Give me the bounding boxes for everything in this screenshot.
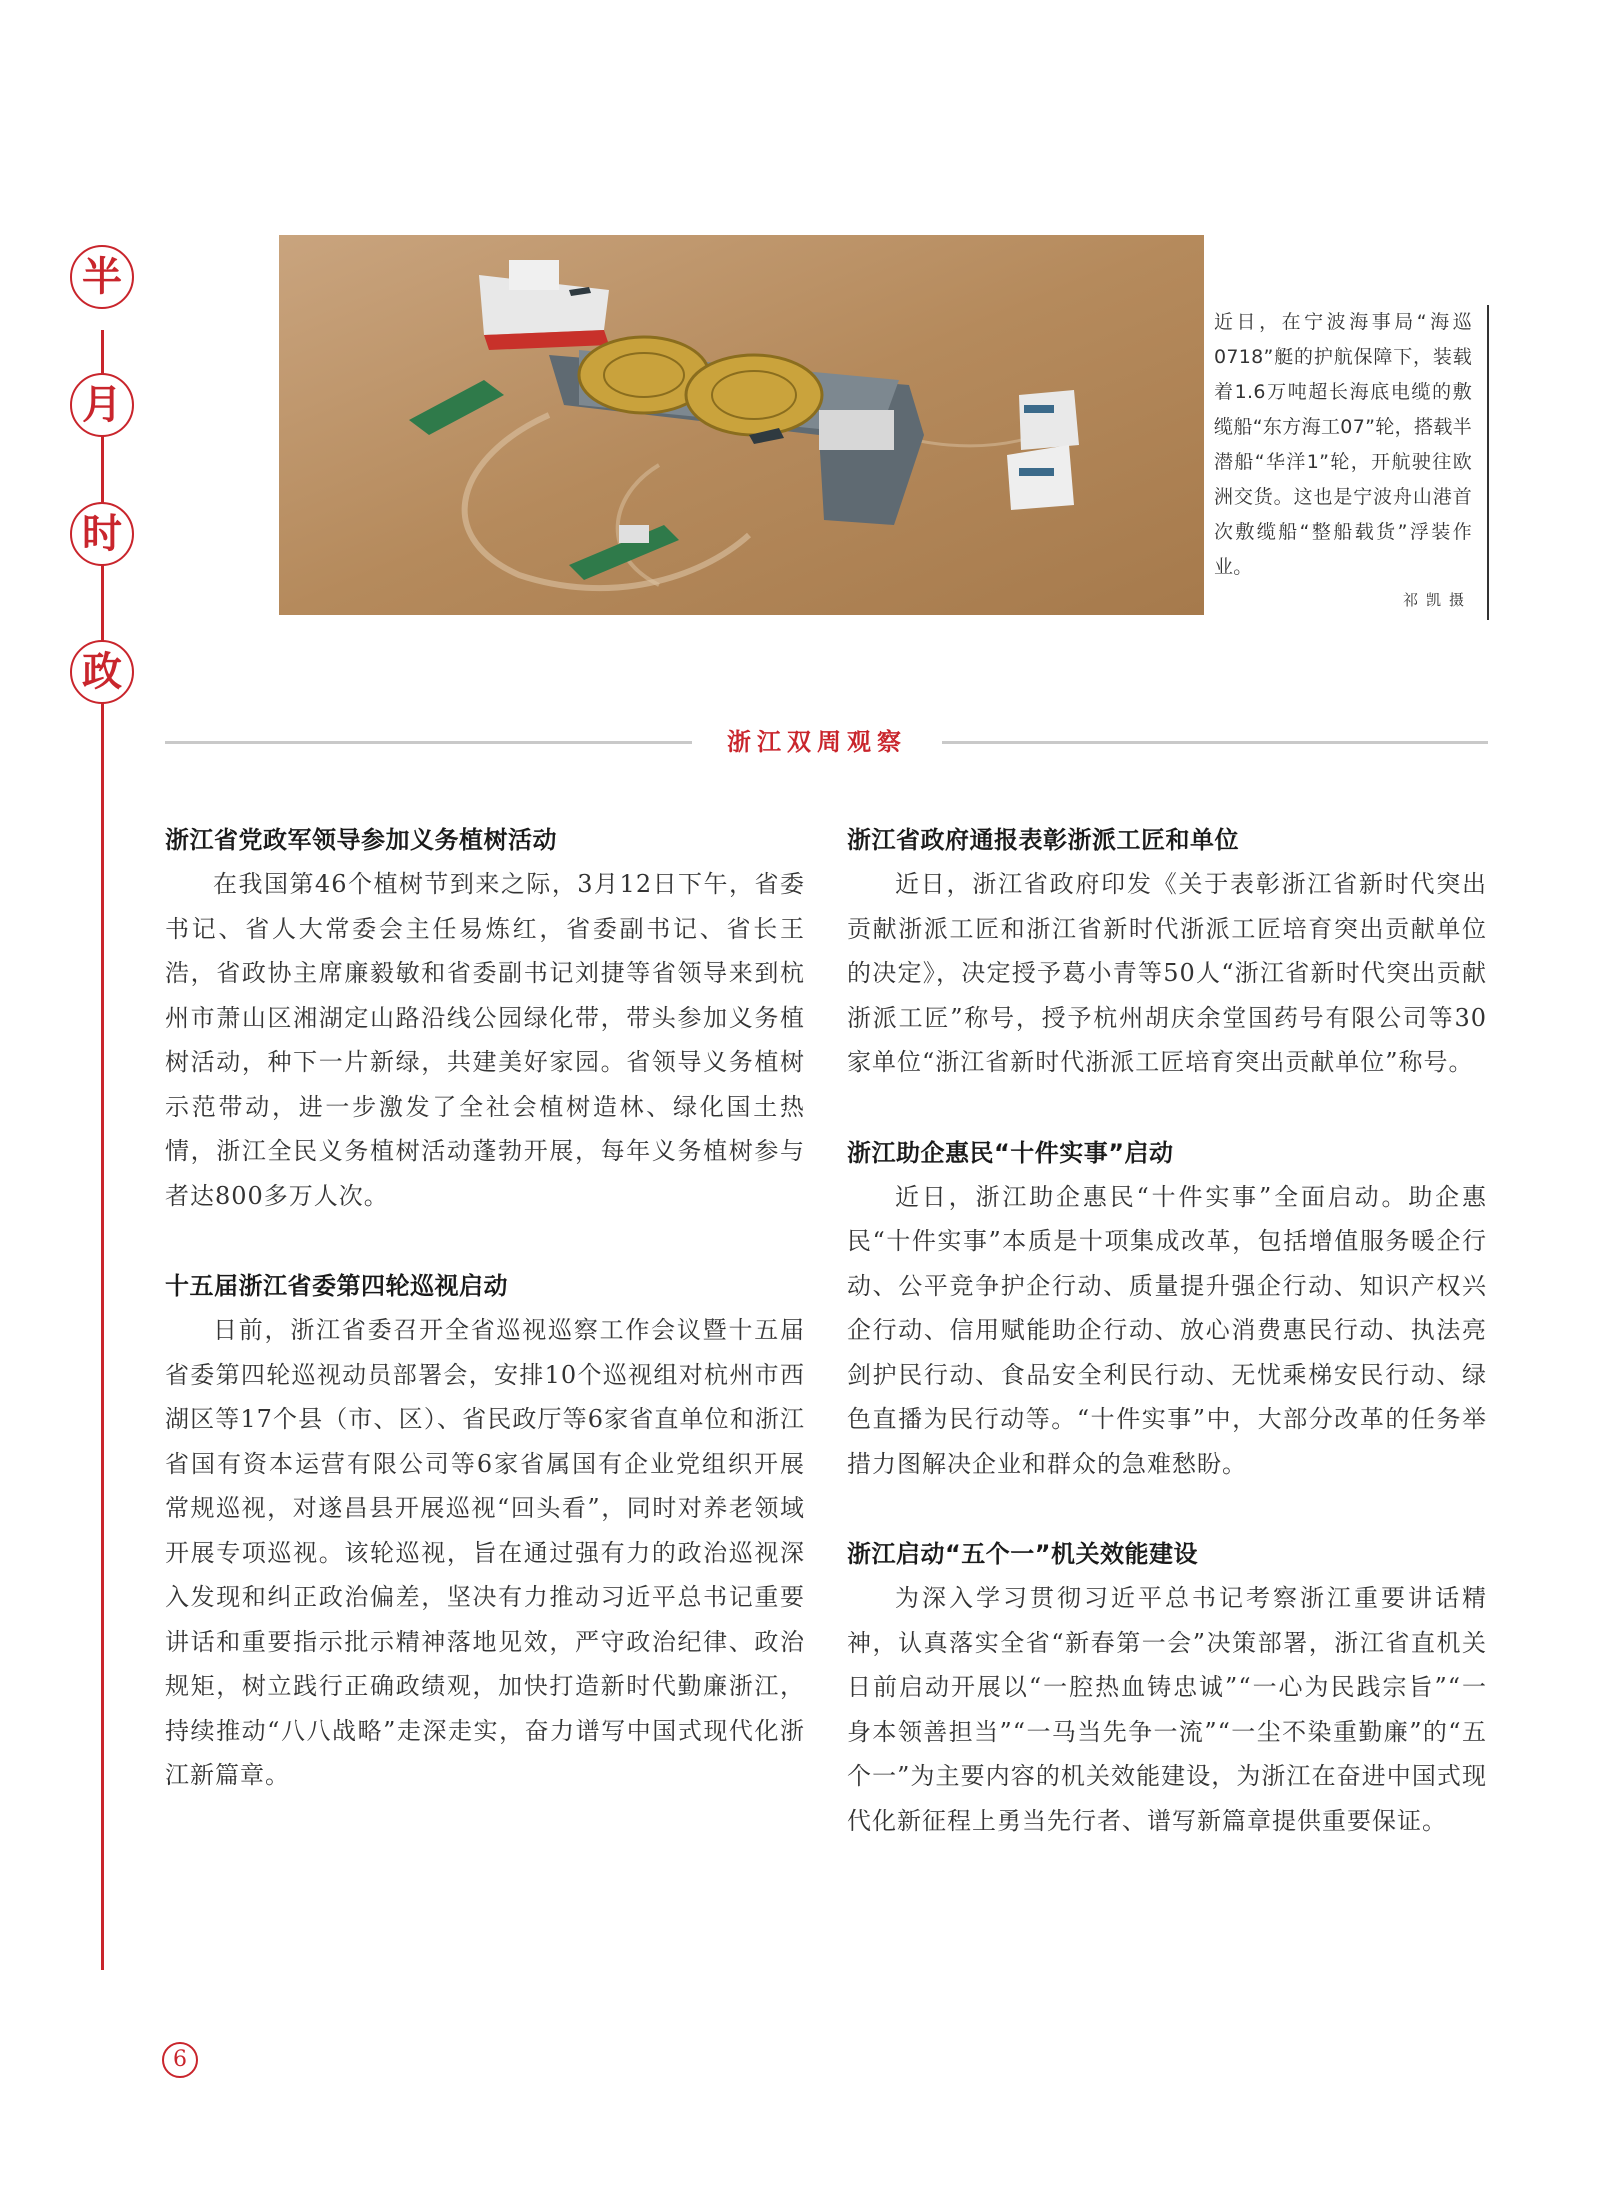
right-column	[847, 822, 1487, 1893]
article-title: 浙江省党政军领导参加义务植树活动	[165, 826, 557, 854]
article-body: 日前，浙江省委召开全省巡视巡察工作会议暨十五届省委第四轮巡视动员部署会，安排10个巡视组对杭州市西湖区等17个县（市、区）、省民政厅等6家省直单位和浙江省国有资本运营有限公司等6家省属国有企业党组织开展常规巡视，对遂昌县开展巡视“回头看”，同时对养老领域开展专项巡视。该轮巡视，旨在通过强有力的政治巡视深入发现和纠正政治偏差，坚决有力推动习近平总书记重要讲话和重要指示批示精神落地见效，严守政治纪律、政治规矩，树立践行正确政绩观，加快打造新时代勤廉浙江，持续推动“八八战略”走深走实，奋力谱写中国式现代化浙江新篇章。	[165, 1316, 805, 1789]
article	[847, 1536, 1487, 1843]
article	[165, 1268, 805, 1798]
caption-rule	[1487, 305, 1489, 620]
article-title: 浙江启动“五个一”机关效能建设	[847, 1540, 1199, 1568]
article-body: 在我国第46个植树节到来之际，3月12日下午，省委书记、省人大常委会主任易炼红，省委副书记、省长王浩，省政协主席廉毅敏和省委副书记刘捷等省领导来到杭州市萧山区湘湖定山路沿线公园绿化带，带头参加义务植树活动，种下一片新绿，共建美好家园。省领导义务植树示范带动，进一步激发了全社会植树造林、绿化国土热情，浙江全民义务植树活动蓬勃开展，每年义务植树参与者达800多万人次。	[165, 870, 805, 1210]
news-photo	[279, 235, 1204, 615]
article-title: 浙江省政府通报表彰浙派工匠和单位	[847, 826, 1239, 854]
column-char: 政	[70, 640, 134, 704]
article-title: 十五届浙江省委第四轮巡视启动	[165, 1272, 508, 1300]
page-number: 6	[162, 2042, 198, 2078]
column-char: 时	[70, 502, 134, 566]
article-body: 为深入学习贯彻习近平总书记考察浙江重要讲话精神，认真落实全省“新春第一会”决策部署，浙江省直机关日前启动开展以“一腔热血铸忠诚”“一心为民践宗旨”“一身本领善担当”“一马当先争一流”“一尘不染重勤廉”的“五个一”为主要内容的机关效能建设，为浙江在奋进中国式现代化新征程上勇当先行者、谱写新篇章提供重要保证。	[847, 1584, 1487, 1835]
section-title: 浙江双周观察	[692, 725, 942, 759]
article	[847, 1135, 1487, 1487]
column-char: 半	[70, 245, 134, 309]
side-rule	[101, 330, 104, 1970]
article	[847, 822, 1487, 1085]
article	[165, 822, 805, 1218]
photo-caption: 近日，在宁波海事局“海巡0718”艇的护航保障下，装载着1.6万吨超长海底电缆的敷缆船“东方海工07”轮，搭载半潜船“华洋1”轮，开航驶往欧洲交货。这也是宁波舟山港首次敷缆船“整船载货”浮装作业。	[1214, 311, 1472, 578]
photo-credit: 祁凯摄	[1402, 591, 1472, 609]
photo-caption-box	[1214, 305, 1472, 620]
column-char: 月	[70, 373, 134, 437]
article-title: 浙江助企惠民“十件实事”启动	[847, 1138, 1174, 1167]
article-body: 近日，浙江省政府印发《关于表彰浙江省新时代突出贡献浙派工匠和浙江省新时代浙派工匠培育突出贡献单位的决定》，决定授予葛小青等50人“浙江省新时代突出贡献浙派工匠”称号，授予杭州胡庆余堂国药号有限公司等30家单位“浙江省新时代浙派工匠培育突出贡献单位”称号。	[847, 870, 1487, 1076]
left-column	[165, 822, 805, 1848]
article-body: 近日，浙江助企惠民“十件实事”全面启动。助企惠民“十件实事”本质是十项集成改革，包括增值服务暖企行动、公平竞争护企行动、质量提升强企行动、知识产权兴企行动、信用赋能助企行动、放心消费惠民行动、执法亮剑护民行动、食品安全利民行动、无忧乘梯安民行动、绿色直播为民行动等。“十件实事”中，大部分改革的任务举措力图解决企业和群众的急难愁盼。	[847, 1182, 1487, 1478]
